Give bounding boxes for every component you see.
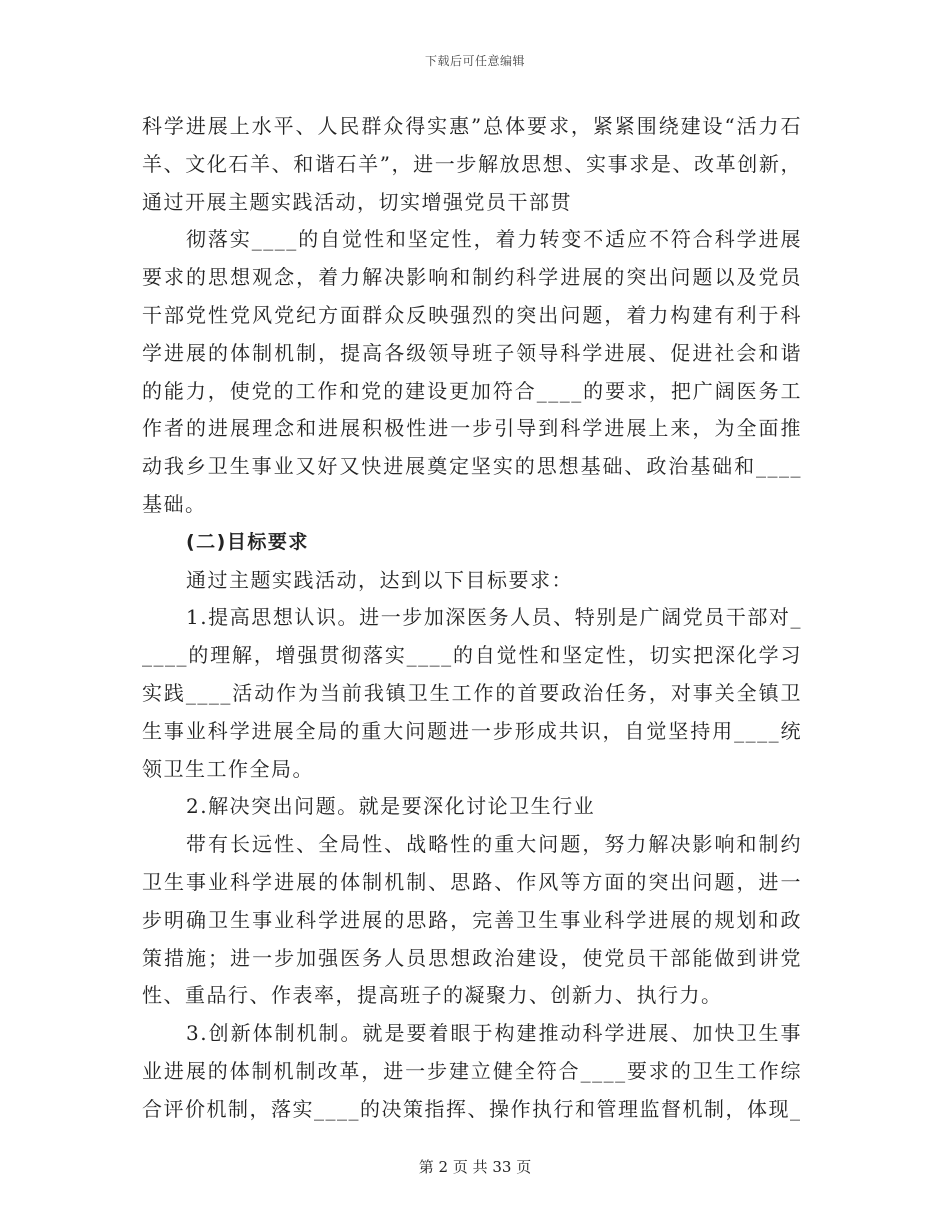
body-paragraph: 带有长远性、全局性、战略性的重大问题，努力解决影响和制约卫生事业科学进展的体制机制、思路、作风等方面的突出问题，进一步明确卫生事业科学进展的思路，完善卫生事业科学进展的规划和政策措施；进一步加强医务人员思想政治建设，使党员干部能做到讲党性、重品行、作表率，提高班子的凝聚力、创新力、执行力。: [142, 832, 802, 1008]
body-paragraph: 通过主题实践活动，达到以下目标要求：: [186, 567, 573, 592]
body-paragraph: 科学进展上水平、人民群众得实惠”总体要求，紧紧围绕建设“活力石羊、文化石羊、和谐石羊”，进一步解放思想、实事求是、改革创新，通过开展主题实践活动，切实增强党员干部贯: [142, 114, 802, 214]
header-note: 下载后可任意编辑: [424, 54, 525, 68]
section-heading: (二)目标要求: [186, 530, 309, 553]
document-body: [142, 108, 802, 1129]
list-item: 1.提高思想认识。进一步加深医务人员、特别是广阔党员干部对_____的理解，增强贯彻落实____的自觉性和坚定性，切实把深化学习实践____活动作为当前我镇卫生工作的首要政治任务，对事关全镇卫生事业科学进展全局的重大问题进一步形成共识，自觉坚持用____统领卫生工作全局。: [142, 605, 802, 781]
list-item: 2.解决突出问题。就是要深化讨论卫生行业: [186, 794, 596, 819]
page-number: 第 2 页 共 33 页: [418, 1158, 532, 1176]
list-item: 3.创新体制机制。就是要着眼于构建推动科学进展、加快卫生事业进展的体制机制改革，进一步建立健全符合____要求的卫生工作综合评价机制，落实____的决策指挥、操作执行和管理监督机制，体现_: [142, 1021, 802, 1121]
body-paragraph: 彻落实____的自觉性和坚定性，着力转变不适应不符合科学进展要求的思想观念，着力解决影响和制约科学进展的突出问题以及党员干部党性党风党纪方面群众反映强烈的突出问题，着力构建有利于科学进展的体制机制，提高各级领导班子领导科学进展、促进社会和谐的能力，使党的工作和党的建设更加符合____的要求，把广阔医务工作者的进展理念和进展积极性进一步引导到科学进展上来，为全面推动我乡卫生事业又好又快进展奠定坚实的思想基础、政治基础和____基础。: [142, 227, 802, 516]
